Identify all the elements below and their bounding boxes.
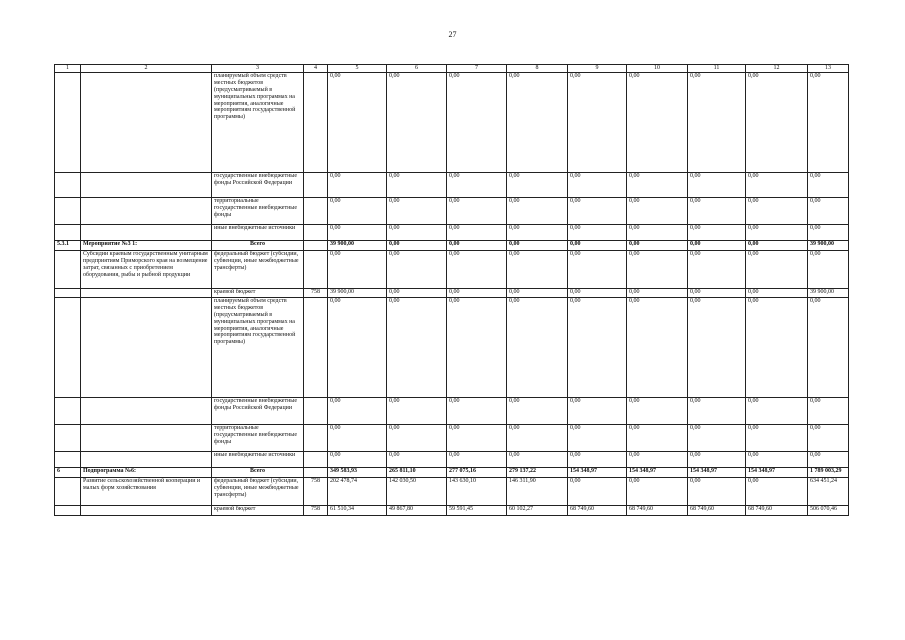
amount-cell: 0,00: [746, 198, 808, 225]
funding-source-cell: иные внебюджетные источники: [212, 452, 304, 468]
amount-cell: 0,00: [387, 198, 447, 225]
row-number-cell: [55, 173, 81, 198]
row-number-cell: [55, 225, 81, 241]
amount-cell: 0,00: [447, 225, 507, 241]
amount-cell: 154 348,97: [688, 468, 746, 478]
amount-cell: 0,00: [746, 289, 808, 298]
amount-cell: 0,00: [387, 225, 447, 241]
row-number-cell: [55, 198, 81, 225]
row-number-cell: [55, 298, 81, 398]
funding-source-cell: планируемый объем средств местных бюджетов (предусматриваемый в муниципальных программах на мероприятия, аналогичные мероприятиям государственной программы): [212, 73, 304, 173]
measure-name-cell: [81, 289, 212, 298]
amount-cell: 202 478,74: [328, 478, 387, 506]
amount-cell: 39 900,00: [328, 289, 387, 298]
amount-cell: 0,00: [387, 452, 447, 468]
amount-cell: 0,00: [328, 251, 387, 289]
amount-cell: 0,00: [627, 225, 688, 241]
funding-source-cell: федеральный бюджет (субсидии, субвенции, иные межбюджетные трансферты): [212, 478, 304, 506]
amount-cell: 0,00: [507, 173, 568, 198]
header-cell: 5: [328, 65, 387, 73]
amount-cell: 0,00: [627, 241, 688, 251]
budget-table: [54, 64, 849, 516]
amount-cell: 154 348,97: [568, 468, 627, 478]
row-number-cell: [55, 251, 81, 289]
gppb-code-cell: [304, 225, 328, 241]
amount-cell: 0,00: [328, 73, 387, 173]
measure-name-cell: [81, 398, 212, 425]
amount-cell: 0,00: [688, 452, 746, 468]
amount-cell: 0,00: [568, 398, 627, 425]
amount-cell: 0,00: [688, 73, 746, 173]
amount-cell: 0,00: [746, 173, 808, 198]
header-cell: 7: [447, 65, 507, 73]
header-cell: 11: [688, 65, 746, 73]
amount-cell: 0,00: [627, 425, 688, 452]
amount-cell: 0,00: [387, 298, 447, 398]
row-number-cell: [55, 506, 81, 516]
table-row: [55, 452, 849, 468]
gppb-code-cell: [304, 468, 328, 478]
amount-cell: 0,00: [808, 452, 849, 468]
funding-source-cell: территориальные государственные внебюджетные фонды: [212, 425, 304, 452]
amount-cell: 0,00: [746, 225, 808, 241]
amount-cell: 265 811,10: [387, 468, 447, 478]
amount-cell: 0,00: [328, 425, 387, 452]
amount-cell: 0,00: [688, 425, 746, 452]
amount-cell: 0,00: [507, 425, 568, 452]
amount-cell: 142 030,50: [387, 478, 447, 506]
amount-cell: 0,00: [387, 425, 447, 452]
amount-cell: 0,00: [808, 425, 849, 452]
header-cell: 4: [304, 65, 328, 73]
amount-cell: 0,00: [627, 73, 688, 173]
amount-cell: 0,00: [507, 289, 568, 298]
amount-cell: 0,00: [568, 478, 627, 506]
amount-cell: 0,00: [387, 173, 447, 198]
amount-cell: 0,00: [387, 251, 447, 289]
funding-source-cell: федеральный бюджет (субсидии, субвенции, иные межбюджетные трансферты): [212, 251, 304, 289]
amount-cell: 0,00: [627, 251, 688, 289]
gppb-code-cell: 758: [304, 478, 328, 506]
row-number-cell: 6: [55, 468, 81, 478]
amount-cell: 0,00: [688, 251, 746, 289]
gppb-code-cell: [304, 298, 328, 398]
amount-cell: 0,00: [746, 251, 808, 289]
amount-cell: 0,00: [387, 289, 447, 298]
measure-name-cell: Подпрограмма №6:: [81, 468, 212, 478]
measure-name-cell: Развитие сельскохозяйственной кооперации и малых форм хозяйствования: [81, 478, 212, 506]
amount-cell: 506 070,46: [808, 506, 849, 516]
gppb-code-cell: 758: [304, 506, 328, 516]
amount-cell: 634 451,24: [808, 478, 849, 506]
amount-cell: 0,00: [507, 298, 568, 398]
table-row: [55, 468, 849, 478]
amount-cell: 61 510,34: [328, 506, 387, 516]
gppb-code-cell: [304, 73, 328, 173]
measure-name-cell: Субсидии краевым государственным унитарным предприятиям Приморского края на возмещение затрат, связанных с приобретением оборудования, рыбы и рыбной продукции: [81, 251, 212, 289]
gppb-code-cell: [304, 452, 328, 468]
amount-cell: 0,00: [568, 198, 627, 225]
amount-cell: 0,00: [568, 251, 627, 289]
amount-cell: 0,00: [328, 452, 387, 468]
amount-cell: 0,00: [746, 241, 808, 251]
amount-cell: 143 630,10: [447, 478, 507, 506]
table-row: [55, 478, 849, 506]
table-row: [55, 173, 849, 198]
gppb-code-cell: [304, 251, 328, 289]
gppb-code-cell: [304, 425, 328, 452]
table-row: [55, 298, 849, 398]
amount-cell: 39 900,00: [808, 241, 849, 251]
amount-cell: 0,00: [568, 298, 627, 398]
amount-cell: 0,00: [447, 241, 507, 251]
row-number-cell: [55, 73, 81, 173]
amount-cell: 49 867,80: [387, 506, 447, 516]
amount-cell: 0,00: [447, 73, 507, 173]
amount-cell: 277 075,16: [447, 468, 507, 478]
funding-source-cell: краевой бюджет: [212, 506, 304, 516]
amount-cell: 1 789 003,29: [808, 468, 849, 478]
amount-cell: 0,00: [507, 73, 568, 173]
funding-source-cell: иные внебюджетные источники: [212, 225, 304, 241]
measure-name-cell: [81, 173, 212, 198]
amount-cell: 0,00: [627, 173, 688, 198]
amount-cell: 0,00: [627, 289, 688, 298]
measure-name-cell: [81, 452, 212, 468]
amount-cell: 0,00: [447, 251, 507, 289]
amount-cell: 0,00: [808, 198, 849, 225]
amount-cell: 146 311,90: [507, 478, 568, 506]
table-row: [55, 425, 849, 452]
amount-cell: 0,00: [808, 251, 849, 289]
measure-name-cell: [81, 506, 212, 516]
gppb-code-cell: [304, 241, 328, 251]
amount-cell: 0,00: [507, 198, 568, 225]
table-row: [55, 198, 849, 225]
header-cell: 3: [212, 65, 304, 73]
table-row: [55, 225, 849, 241]
amount-cell: 0,00: [328, 173, 387, 198]
funding-source-cell: Всего: [212, 241, 304, 251]
gppb-code-cell: [304, 198, 328, 225]
amount-cell: 60 102,27: [507, 506, 568, 516]
table-row: [55, 251, 849, 289]
amount-cell: 0,00: [568, 225, 627, 241]
measure-name-cell: [81, 73, 212, 173]
amount-cell: 0,00: [746, 425, 808, 452]
amount-cell: 0,00: [447, 452, 507, 468]
amount-cell: 0,00: [328, 398, 387, 425]
amount-cell: 0,00: [688, 225, 746, 241]
amount-cell: 0,00: [627, 398, 688, 425]
amount-cell: 68 749,60: [627, 506, 688, 516]
row-number-cell: [55, 289, 81, 298]
amount-cell: 0,00: [568, 173, 627, 198]
row-number-cell: [55, 398, 81, 425]
funding-source-cell: Всего: [212, 468, 304, 478]
amount-cell: 154 348,97: [746, 468, 808, 478]
amount-cell: 0,00: [808, 73, 849, 173]
funding-source-cell: территориальные государственные внебюджетные фонды: [212, 198, 304, 225]
amount-cell: 68 749,60: [688, 506, 746, 516]
amount-cell: 0,00: [387, 398, 447, 425]
amount-cell: 0,00: [627, 198, 688, 225]
amount-cell: 0,00: [746, 478, 808, 506]
amount-cell: 0,00: [808, 225, 849, 241]
amount-cell: 0,00: [387, 73, 447, 173]
measure-name-cell: [81, 298, 212, 398]
gppb-code-cell: [304, 173, 328, 198]
amount-cell: 0,00: [688, 478, 746, 506]
amount-cell: 0,00: [746, 398, 808, 425]
row-number-cell: [55, 452, 81, 468]
amount-cell: 0,00: [507, 452, 568, 468]
amount-cell: 0,00: [507, 398, 568, 425]
amount-cell: 0,00: [688, 173, 746, 198]
amount-cell: 0,00: [568, 241, 627, 251]
amount-cell: 0,00: [627, 298, 688, 398]
amount-cell: 0,00: [627, 478, 688, 506]
amount-cell: 0,00: [507, 251, 568, 289]
amount-cell: 0,00: [808, 173, 849, 198]
table-row: [55, 506, 849, 516]
header-cell: 13: [808, 65, 849, 73]
gppb-code-cell: [304, 398, 328, 425]
header-cell: 10: [627, 65, 688, 73]
header-cell: 2: [81, 65, 212, 73]
measure-name-cell: [81, 425, 212, 452]
amount-cell: 0,00: [808, 398, 849, 425]
amount-cell: 0,00: [688, 241, 746, 251]
row-number-cell: [55, 425, 81, 452]
measure-name-cell: Мероприятие №3 1:: [81, 241, 212, 251]
amount-cell: 59 591,45: [447, 506, 507, 516]
amount-cell: 0,00: [746, 73, 808, 173]
table-row: [55, 241, 849, 251]
header-cell: 1: [55, 65, 81, 73]
funding-source-cell: государственные внебюджетные фонды Российской Федерации: [212, 398, 304, 425]
amount-cell: 279 137,22: [507, 468, 568, 478]
amount-cell: 349 583,93: [328, 468, 387, 478]
amount-cell: 154 348,97: [627, 468, 688, 478]
header-row: [55, 65, 849, 73]
amount-cell: 0,00: [447, 398, 507, 425]
table-row: [55, 73, 849, 173]
amount-cell: 68 749,60: [568, 506, 627, 516]
amount-cell: 0,00: [328, 225, 387, 241]
header-cell: 9: [568, 65, 627, 73]
amount-cell: 0,00: [808, 298, 849, 398]
funding-source-cell: государственные внебюджетные фонды Российской Федерации: [212, 173, 304, 198]
amount-cell: 0,00: [328, 298, 387, 398]
amount-cell: 0,00: [688, 298, 746, 398]
amount-cell: 0,00: [447, 425, 507, 452]
amount-cell: 0,00: [447, 173, 507, 198]
amount-cell: 0,00: [688, 289, 746, 298]
amount-cell: 0,00: [688, 198, 746, 225]
amount-cell: 0,00: [568, 289, 627, 298]
header-cell: 6: [387, 65, 447, 73]
amount-cell: 0,00: [746, 452, 808, 468]
amount-cell: 0,00: [746, 298, 808, 398]
amount-cell: 0,00: [328, 198, 387, 225]
measure-name-cell: [81, 198, 212, 225]
row-number-cell: 5.3.1: [55, 241, 81, 251]
amount-cell: 0,00: [507, 225, 568, 241]
funding-source-cell: краевой бюджет: [212, 289, 304, 298]
table-row: [55, 398, 849, 425]
amount-cell: 0,00: [568, 73, 627, 173]
funding-source-cell: планируемый объем средств местных бюджетов (предусматриваемый в муниципальных программах на мероприятия, аналогичные мероприятиям государственной программы): [212, 298, 304, 398]
header-cell: 12: [746, 65, 808, 73]
amount-cell: 0,00: [568, 425, 627, 452]
gppb-code-cell: 758: [304, 289, 328, 298]
amount-cell: 0,00: [447, 289, 507, 298]
amount-cell: 0,00: [688, 398, 746, 425]
table-row: [55, 289, 849, 298]
amount-cell: 0,00: [507, 241, 568, 251]
page-number: 27: [448, 30, 457, 39]
amount-cell: 0,00: [447, 298, 507, 398]
amount-cell: 0,00: [627, 452, 688, 468]
amount-cell: 39 900,00: [808, 289, 849, 298]
amount-cell: 0,00: [387, 241, 447, 251]
amount-cell: 39 900,00: [328, 241, 387, 251]
measure-name-cell: [81, 225, 212, 241]
amount-cell: 0,00: [568, 452, 627, 468]
amount-cell: 68 749,60: [746, 506, 808, 516]
header-cell: 8: [507, 65, 568, 73]
amount-cell: 0,00: [447, 198, 507, 225]
row-number-cell: [55, 478, 81, 506]
